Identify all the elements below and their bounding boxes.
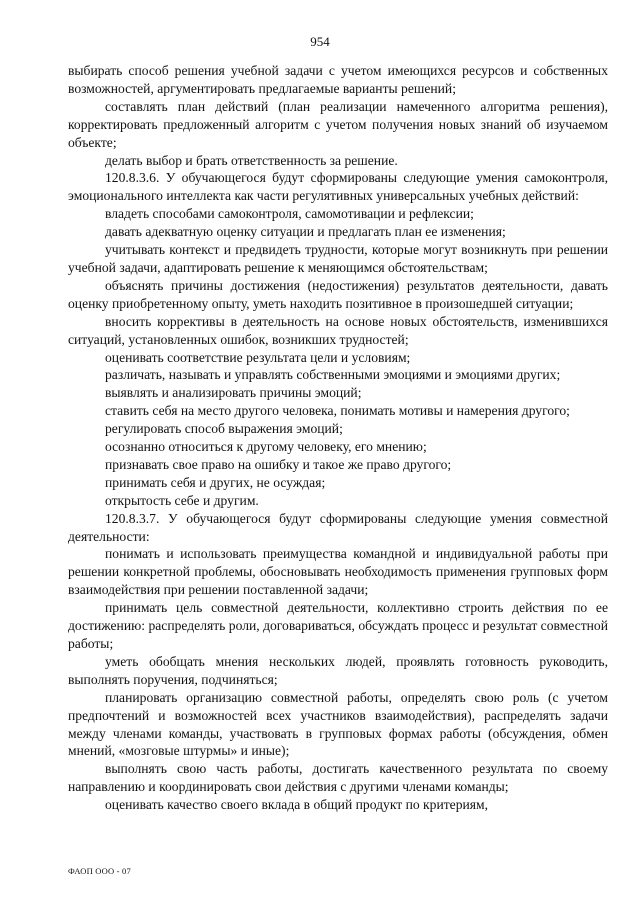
paragraph: 120.8.3.7. У обучающегося будут сформированы следующие умения совместной деятельности: <box>68 510 608 544</box>
paragraph: различать, называть и управлять собственными эмоциями и эмоциями других; <box>105 367 561 383</box>
document-body <box>68 62 608 814</box>
paragraph: планировать организацию совместной работы, определять свою роль (с учетом предпочтений и возможностей всех участников взаимодействия), распределять задачи между членами команды, участвовать в групповых формах работы (обсуждения, обмен мнений, «мозговые штурмы» и иные); <box>68 689 608 759</box>
paragraph: 120.8.3.6. У обучающегося будут сформированы следующие умения самоконтроля, эмоционального интеллекта как части регулятивных универсальных учебных действий: <box>68 170 608 204</box>
paragraph: признавать свое право на ошибку и такое же право другого; <box>105 456 452 472</box>
paragraph: учитывать контекст и предвидеть трудности, которые могут возникнуть при решении учебной задачи, адаптировать решение к меняющимся обстоятельствам; <box>68 242 608 275</box>
paragraph: составлять план действий (план реализации намеченного алгоритма решения), корректировать предложенный алгоритм с учетом получения новых знаний об изучаемом объекте; <box>68 98 608 150</box>
paragraph: выявлять и анализировать причины эмоций; <box>105 385 362 401</box>
paragraph: регулировать способ выражения эмоций; <box>105 421 343 437</box>
paragraph: понимать и использовать преимущества командной и индивидуальной работы при решении конкретной проблемы, обосновывать необходимость применения групповых форм взаимодействия при решении поставленной задачи; <box>68 546 608 598</box>
paragraph: ставить себя на место другого человека, понимать мотивы и намерения другого; <box>105 403 570 419</box>
paragraph: выбирать способ решения учебной задачи с учетом имеющихся ресурсов и собственных возможностей, аргументировать предлагаемые варианты решений; <box>68 63 608 96</box>
paragraph: вносить коррективы в деятельность на основе новых обстоятельств, изменившихся ситуаций, установленных ошибок, возникших трудностей; <box>68 313 608 347</box>
paragraph: делать выбор и брать ответственность за решение. <box>105 152 398 168</box>
page-number: 954 <box>310 34 330 49</box>
paragraph: давать адекватную оценку ситуации и предлагать план ее изменения; <box>105 224 506 240</box>
paragraph: владеть способами самоконтроля, самомотивации и рефлексии; <box>105 206 474 222</box>
paragraph: уметь обобщать мнения нескольких людей, проявлять готовность руководить, выполнять поручения, подчиняться; <box>68 653 608 687</box>
paragraph: оценивать качество своего вклада в общий продукт по критериям, <box>105 797 489 813</box>
paragraph: открытость себе и другим. <box>105 492 259 508</box>
paragraph: выполнять свою часть работы, достигать качественного результата по своему направлению и координировать свои действия с другими членами команды; <box>68 761 608 795</box>
paragraph: принимать цель совместной деятельности, коллективно строить действия по ее достижению: распределять роли, договариваться, обсуждать процесс и результат совместной работы; <box>68 600 608 651</box>
paragraph: оценивать соответствие результата цели и условиям; <box>105 349 411 365</box>
paragraph: осознанно относиться к другому человеку, его мнению; <box>105 439 427 455</box>
paragraph: принимать себя и других, не осуждая; <box>105 474 326 490</box>
document-footer: ФАОП ООО - 07 <box>68 866 131 876</box>
paragraph: объяснять причины достижения (недостижения) результатов деятельности, давать оценку приобретенному опыту, уметь находить позитивное в произошедшей ситуации; <box>68 277 608 311</box>
